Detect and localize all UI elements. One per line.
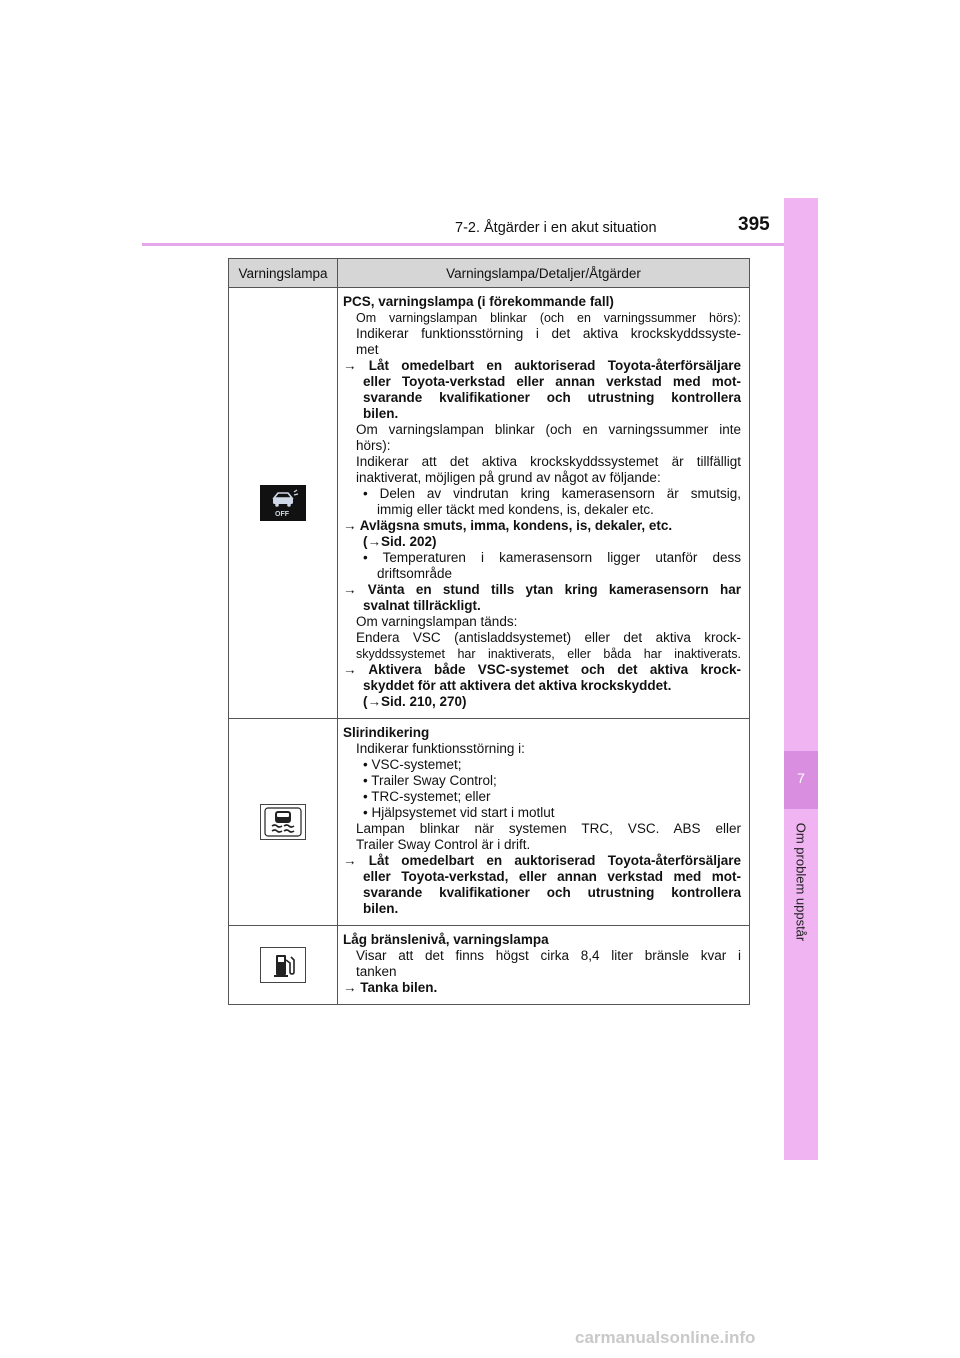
action-line: → Låt omedelbart en auktoriserad Toyota-återförsäljare: [343, 853, 741, 868]
svg-text:OFF: OFF: [275, 511, 289, 518]
bullet-line: • Delen av vindrutan kring kamerasensorn är smutsig,: [363, 486, 741, 501]
header-divider: [142, 243, 818, 246]
bullet-line: driftsområde: [377, 566, 453, 581]
fuel-title: Låg bränslenivå, varningslampa: [343, 932, 549, 947]
page-reference: (→Sid. 202): [363, 534, 437, 549]
table-row: [229, 926, 750, 1005]
text-line: Trailer Sway Control är i drift.: [356, 837, 531, 852]
bullet-line: • VSC-systemet;: [363, 757, 462, 772]
icon-cell: [229, 288, 338, 719]
details-cell: [338, 719, 750, 926]
action-line: bilen.: [363, 901, 399, 916]
action-line: → Låt omedelbart en auktoriserad Toyota-återförsäljare: [343, 358, 741, 373]
action-line: → Tanka bilen.: [343, 980, 438, 995]
action-line: svarande kvalifikationer och utrustning kontrollera: [363, 390, 741, 405]
chapter-side-tab: [784, 198, 818, 1160]
action-line: → Vänta en stund tills ytan kring kamerasensorn har: [343, 582, 741, 597]
text-line: hörs):: [356, 438, 391, 453]
bullet-line: immig eller täckt med kondens, is, dekaler etc.: [377, 502, 654, 517]
bullet-line: • Temperaturen i kamerasensorn ligger utanför dess: [363, 550, 741, 565]
chapter-number: 7: [797, 770, 805, 786]
table-header-row: [229, 259, 750, 288]
fuel-pump-icon: [260, 947, 306, 983]
details-cell: [338, 926, 750, 1005]
table-row: [229, 288, 750, 719]
bullet-line: • TRC-systemet; eller: [363, 789, 491, 804]
pcs-off-warning-icon: [260, 485, 306, 521]
text-line: Om varningslampan blinkar (och en varningssummer hörs):: [356, 311, 741, 325]
icon-cell: [229, 719, 338, 926]
page-number: 395: [738, 214, 770, 235]
action-line: bilen.: [363, 406, 399, 421]
text-line: Om varningslampan blinkar (och en varningssummer inte: [356, 422, 741, 437]
text-line: tanken: [356, 964, 397, 979]
slip-indicator-icon: [260, 804, 306, 840]
text-line: Indikerar funktionsstörning i:: [356, 741, 525, 756]
action-line: svalnat tillräckligt.: [363, 598, 481, 613]
bullet-line: • Hjälpsystemet vid start i motlut: [363, 805, 555, 820]
watermark: carmanualsonline.info: [575, 1328, 756, 1347]
action-line: svarande kvalifikationer och utrustning kontrollera: [363, 885, 741, 900]
section-title: 7-2. Åtgärder i en akut situation: [455, 220, 657, 236]
text-line: Indikerar att det aktiva krockskyddssystemet är tillfälligt: [356, 454, 741, 469]
bullet-line: • Trailer Sway Control;: [363, 773, 497, 788]
action-line: → Avlägsna smuts, imma, kondens, is, dekaler, etc.: [343, 518, 673, 533]
text-line: Endera VSC (antisladdsystemet) eller det aktiva krock-: [356, 630, 741, 645]
text-line: met: [356, 342, 379, 357]
column-header-light: Varningslampa: [229, 259, 338, 288]
warning-light-table: [228, 258, 750, 1005]
text-line: Indikerar funktionsstörning i det aktiva krockskyddssyste-: [356, 326, 741, 341]
action-line: eller Toyota-verkstad, eller annan verkstad med mot-: [363, 869, 741, 884]
column-header-details: Varningslampa/Detaljer/Åtgärder: [338, 259, 750, 288]
pcs-title: PCS, varningslampa (i förekommande fall): [343, 294, 614, 309]
action-line: → Aktivera både VSC-systemet och det aktiva krock-: [343, 662, 741, 677]
icon-cell: [229, 926, 338, 1005]
slip-title: Slirindikering: [343, 725, 430, 740]
text-line: skyddssystemet har inaktiverats, eller båda har inaktiverats.: [356, 647, 741, 661]
action-line: eller Toyota-verkstad eller annan verkstad med mot-: [363, 374, 741, 389]
text-line: Visar att det finns högst cirka 8,4 liter bränsle kvar i: [356, 948, 741, 963]
action-line: skyddet för att aktivera det aktiva krockskyddet.: [363, 678, 672, 693]
text-line: Lampan blinkar när systemen TRC, VSC. ABS eller: [356, 821, 741, 836]
details-cell: [338, 288, 750, 719]
table-row: [229, 719, 750, 926]
text-line: inaktiverat, möjligen på grund av något av följande:: [356, 470, 661, 485]
text-line: Om varningslampan tänds:: [356, 614, 518, 629]
page-reference: (→Sid. 210, 270): [363, 694, 467, 709]
chapter-label: Om problem uppstår: [793, 822, 809, 942]
